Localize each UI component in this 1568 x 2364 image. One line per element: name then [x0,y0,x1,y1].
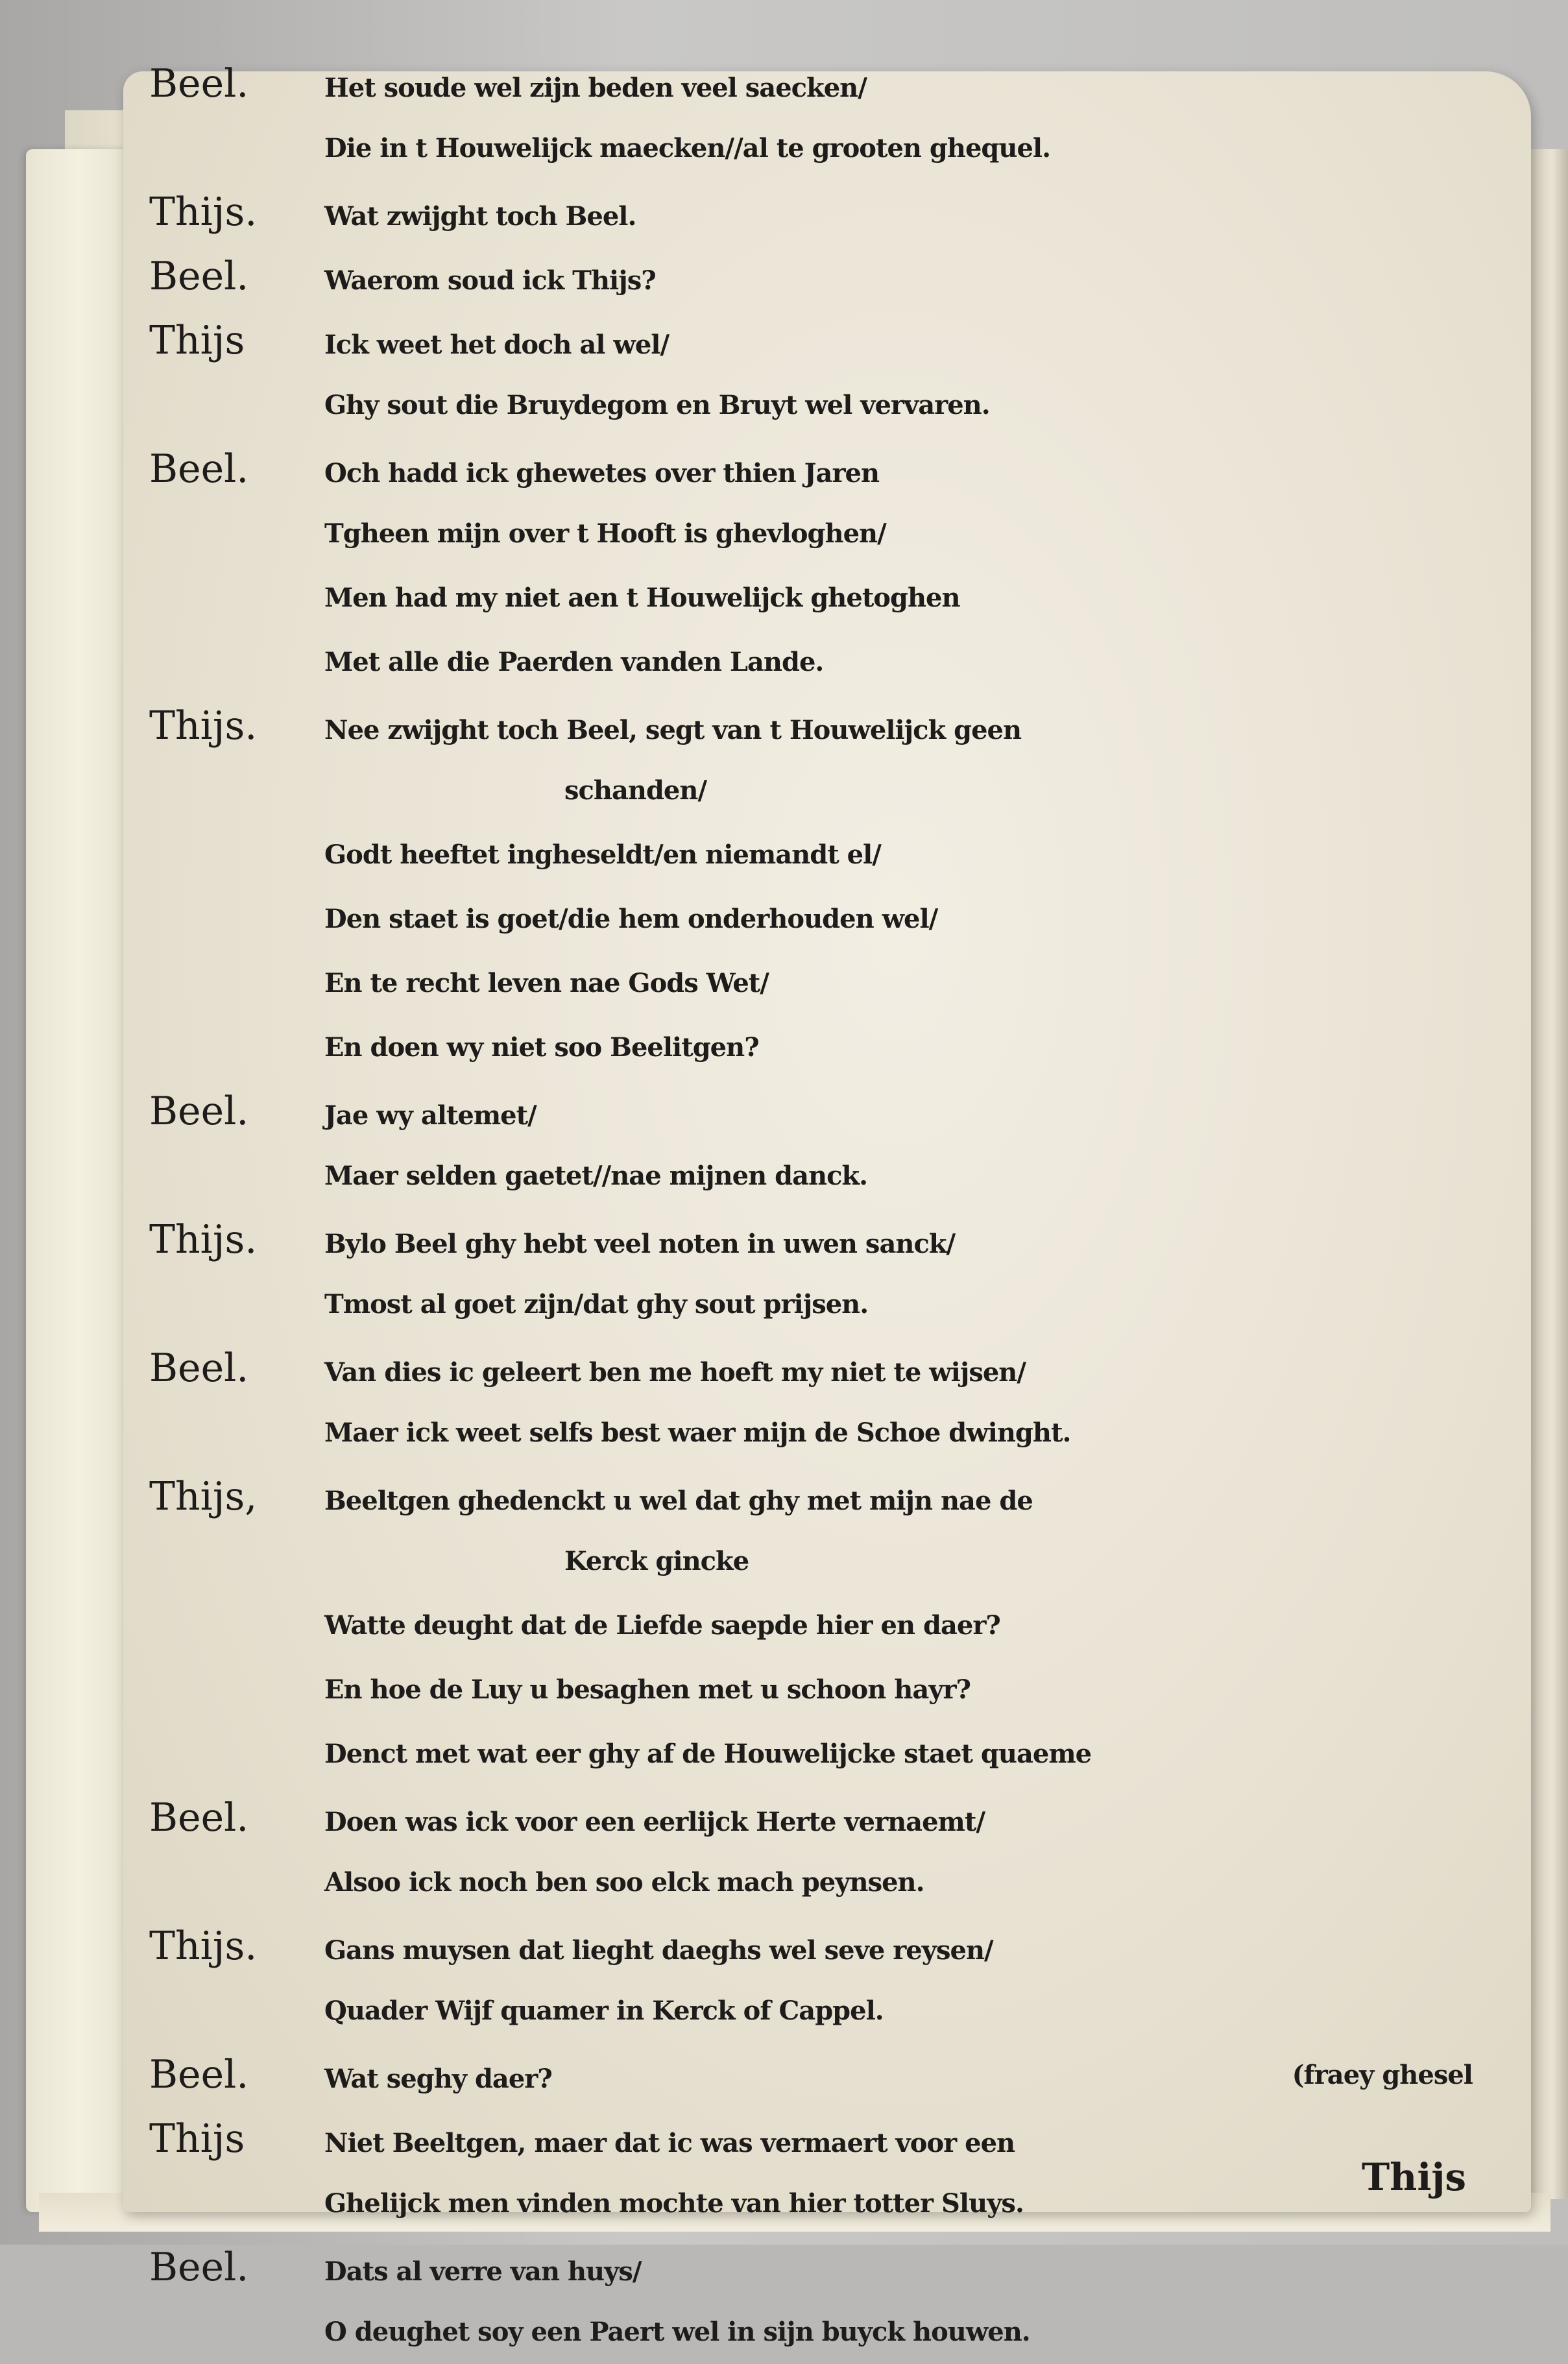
speaker-label: Thijs, [149,1474,258,1519]
text-line [149,951,1512,1015]
text-line [149,180,1512,245]
speaker-label: Thijs [149,318,245,363]
text-line [149,630,1512,694]
text-line [149,1401,1512,1465]
speaker-label: Thijs. [149,1924,258,1969]
text-line [149,1272,1512,1336]
verse-text: Alsoo ick noch ben soo elck mach peynsen. [324,1867,924,1898]
verse-text: Van dies ic geleert ben me hoeft my niet te wijsen/ [324,1357,1026,1388]
text-line [149,245,1512,309]
verse-text: Het soude wel zijn beden veel saecken/ [324,73,867,103]
speaker-label: Thijs [149,2116,245,2162]
text-line [149,52,1512,116]
text-line [149,1786,1512,1850]
verse-text: Maer selden gaetet//nae mijnen danck. [324,1161,868,1191]
verse-text: Wat seghy daer? [324,2064,552,2094]
text-line [149,1658,1512,1722]
text-line [149,1914,1512,1979]
verse-text: Tgheen mijn over t Hooft is ghevloghen/ [324,518,886,549]
text-line [149,2107,1512,2171]
text-line [149,116,1512,180]
verse-text: Watte deught dat de Liefde saepde hier en daer? [324,1610,1000,1641]
verse-text: Met alle die Paerden vanden Lande. [324,647,824,677]
text-line [149,1979,1512,2043]
verse-text: Wat zwijght toch Beel. [324,201,636,232]
speaker-label: Beel. [149,1089,249,1134]
verse-text: Ghelijck men vinden mochte van hier totter Sluys. [324,2188,1024,2219]
verse-text: Maer ick weet selfs best waer mijn de Schoe dwinght. [324,1417,1071,1448]
verse-text: Waerom soud ick Thijs? [324,265,656,296]
text-line [149,887,1512,951]
verse-text: Denct met wat eer ghy af de Houwelijcke staet quaeme [324,1739,1092,1769]
text-line [149,437,1512,501]
text-line [149,2300,1512,2364]
text-line [149,373,1512,437]
verse-text: En doen wy niet soo Beelitgen? [324,1032,759,1063]
text-line [149,1015,1512,1079]
text-line [149,758,1512,823]
text-line [149,2043,1512,2107]
text-line [149,2171,1512,2236]
verse-text: Die in t Houwelijck maecken//al te grooten ghequel. [324,133,1051,163]
book-page [123,61,1531,2347]
text-line [149,1593,1512,1658]
speaker-label: Beel. [149,61,249,106]
speaker-label: Thijs. [149,1217,258,1262]
verse-text: En te recht leven nae Gods Wet/ [324,968,769,998]
verse-text: Gans muysen dat lieght daeghs wel seve reysen/ [324,1935,993,1966]
text-line [149,1722,1512,1786]
catchword: Thijs [1361,2155,1466,2199]
verse-text: Beeltgen ghedenckt u wel dat ghy met mijn nae de [324,1486,1033,1516]
text-line [149,309,1512,373]
text-line [149,1529,1512,1593]
verse-text: Men had my niet aen t Houwelijck ghetoghen [324,583,960,613]
play-text [149,52,1512,2364]
text-line [149,2236,1512,2300]
text-line [149,1208,1512,1272]
verse-text: Dats al verre van huys/ [324,2256,642,2287]
verse-text: Nee zwijght toch Beel, segt van t Houwelijck geen [324,715,1022,745]
verse-text: Ghy sout die Bruydegom en Bruyt wel vervaren. [324,390,990,420]
verse-text: O deughet soy een Paert wel in sijn buyck houwen. [324,2317,1030,2347]
text-line [149,501,1512,566]
speaker-label: Beel. [149,254,249,299]
book-right-edge [1529,149,1568,2199]
speaker-label: Beel. [149,2052,249,2097]
verse-text: En hoe de Luy u besaghen met u schoon hayr? [324,1674,971,1705]
verse-text: Godt heeftet ingheseldt/en niemandt el/ [324,839,881,870]
text-line [149,566,1512,630]
text-line [149,1465,1512,1529]
verse-text: Bylo Beel ghy hebt veel noten in uwen sanck/ [324,1229,956,1259]
text-line [149,1850,1512,1914]
text-line [149,694,1512,758]
verse-text: Tmost al goet zijn/dat ghy sout prijsen. [324,1289,869,1320]
text-line [149,1144,1512,1208]
verse-text: Kerck gincke [564,1546,749,1576]
text-line [149,1079,1512,1144]
speaker-label: Beel. [149,446,249,492]
speaker-label: Beel. [149,2245,249,2290]
speaker-label: Beel. [149,1345,249,1391]
stage-direction: (fraey ghesel [1292,2060,1473,2090]
speaker-label: Thijs. [149,703,258,749]
verse-text: Den staet is goet/die hem onderhouden wel/ [324,904,938,934]
verse-text: Ick weet het doch al wel/ [324,330,669,360]
verse-text: Och hadd ick ghewetes over thien Jaren [324,458,880,488]
verse-text: schanden/ [564,775,707,806]
text-line [149,1336,1512,1401]
verse-text: Quader Wijf quamer in Kerck of Cappel. [324,1996,884,2026]
speaker-label: Beel. [149,1795,249,1840]
verse-text: Jae wy altemet/ [324,1100,537,1131]
speaker-label: Thijs. [149,189,258,235]
verse-text: Niet Beeltgen, maer dat ic was vermaert voor een [324,2128,1015,2158]
verse-text: Doen was ick voor een eerlijck Herte vernaemt/ [324,1807,985,1837]
text-line [149,823,1512,887]
